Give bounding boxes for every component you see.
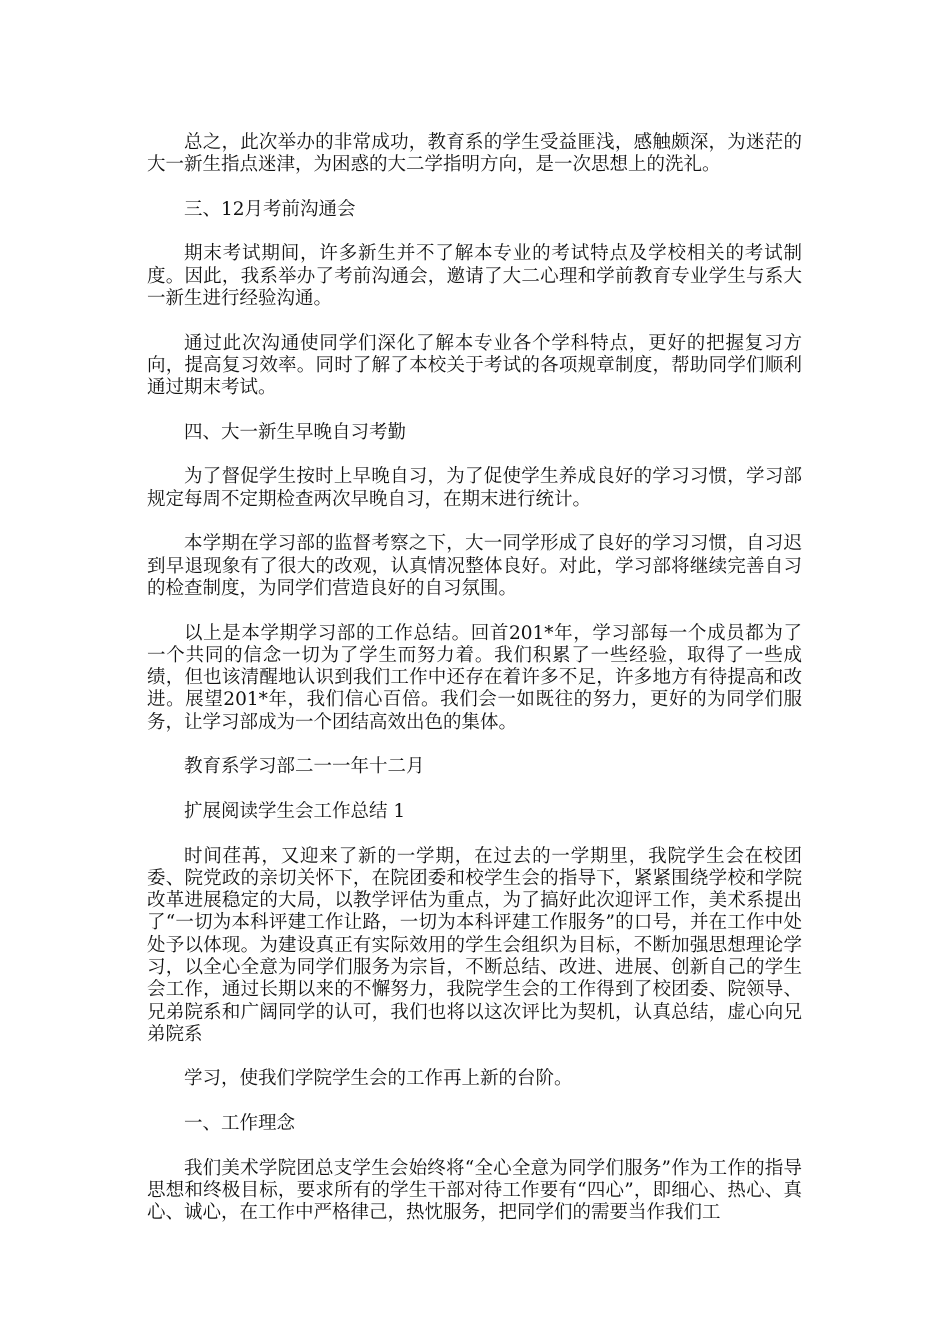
section-heading-1: 一、工作理念 bbox=[184, 1113, 296, 1135]
section-heading-3: 三、12月考前沟通会 bbox=[184, 198, 356, 220]
paragraph-attendance: 为了督促学生按时上早晚自习，为了促使学生养成良好的学习习惯，学习部规定每周不定期检查两次早晚自习，在期末进行统计。 bbox=[147, 466, 802, 510]
paragraph-summary: 总之，此次举办的非常成功，教育系的学生受益匪浅，感触颇深，为迷茫的大一新生指点迷津，为困惑的大二学指明方向，是一次思想上的洗礼。 bbox=[147, 132, 802, 176]
signature-line: 教育系学习部二一一年十二月 bbox=[184, 756, 425, 778]
paragraph-continuation: 学习，使我们学院学生会的工作再上新的台阶。 bbox=[184, 1068, 573, 1090]
paragraph-exam-meeting: 期末考试期间，许多新生并不了解本专业的考试特点及学校相关的考试制度。因此，我系举办了考前沟通会，邀请了大二心理和学前教育专业学生与系大一新生进行经验沟通。 bbox=[147, 243, 802, 310]
paragraph-intro: 时间荏苒，又迎来了新的一学期，在过去的一学期里，我院学生会在校团委、院党政的亲切关怀下，在院团委和校学生会的指导下，紧紧围绕学校和学院改革进展稳定的大局，以教学评估为重点，为了搞好此次迎评工作，美术系提出了“一切为本科评建工作让路，一切为本科评建工作服务”的口号，并在工作中处处予以体现。为建设真正有实际效用的学生会组织为目标，不断加强思想理论学习，以全心全意为同学们服务为宗旨，不断总结、改进、进展、创新自己的学生会工作，通过长期以来的不懈努力，我院学生会的工作得到了校团委、院领导、兄弟院系和广阔同学的认可，我们也将以这次评比为契机，认真总结，虚心向兄弟院系 bbox=[147, 845, 802, 1045]
paragraph-attendance-result: 本学期在学习部的监督考察之下，大一同学形成了良好的学习习惯，自习迟到早退现象有了很大的改观，认真情况整体良好。对此，学习部将继续完善自习的检查制度，为同学们营造良好的自习氛围。 bbox=[147, 533, 802, 599]
document-body bbox=[147, 132, 802, 1225]
section-heading-4: 四、大一新生早晚自习考勤 bbox=[184, 421, 407, 443]
paragraph-work-philosophy: 我们美术学院团总支学生会始终将“全心全意为同学们服务”作为工作的指导思想和终极目标，要求所有的学生干部对待工作要有“四心”，即细心、热心、真心、诚心，在工作中严格律己，热忱服务，把同学们的需要当作我们工 bbox=[147, 1157, 802, 1224]
paragraph-exam-meeting-result: 通过此次沟通使同学们深化了解本专业各个学科特点，更好的把握复习方向，提高复习效率。同时了解了本校关于考试的各项规章制度，帮助同学们顺利通过期末考试。 bbox=[147, 332, 802, 399]
paragraph-conclusion: 以上是本学期学习部的工作总结。回首201*年，学习部每一个成员都为了一个共同的信念一切为了学生而努力着。我们积累了一些经验，取得了一些成绩，但也该清醒地认识到我们工作中还存在着许多不足，许多地方有待提高和改进。展望201*年，我们信心百倍。我们会一如既往的努力，更好的为同学们服务，让学习部成为一个团结高效出色的集体。 bbox=[147, 622, 802, 733]
extended-reading-title: 扩展阅读学生会工作总结 1 bbox=[184, 800, 406, 822]
